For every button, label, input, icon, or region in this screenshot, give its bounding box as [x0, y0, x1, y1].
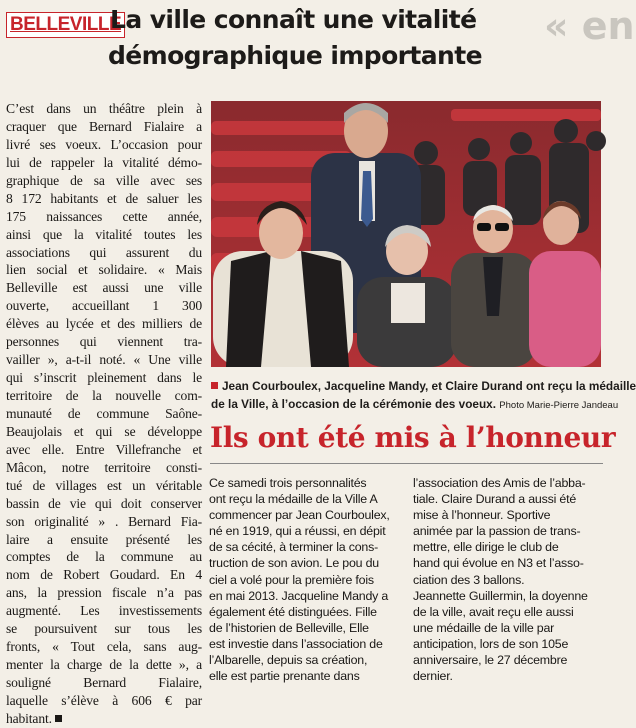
text-line: l’Albarelle, depuis sa création, — [209, 653, 368, 668]
text-line: elle est partie prenante dans — [209, 669, 360, 684]
text-line: personnes qui viennent tra- — [6, 334, 202, 350]
text-line: ouverte, accueillant 1 300 — [6, 298, 202, 314]
text-line: également été distinguées. Fille — [209, 604, 377, 619]
text-line: truction de son avion. Le pou du — [209, 556, 379, 571]
text-line: laquelle s’élève à 606 € par — [6, 692, 202, 708]
text-line: menter la charge de la dette », a — [6, 657, 202, 673]
text-line: craquer que Bernard Fialaire a — [6, 118, 202, 134]
text-line: avec elle. Entre Villefranche et — [6, 441, 202, 457]
text-line: lien social et solidaire. « Mais — [6, 262, 202, 278]
text-line: se poursuivent sur tous les — [6, 621, 202, 637]
headline-line-2: démographique importante — [108, 41, 482, 70]
text-line: associations qui assurent du — [6, 244, 202, 260]
text-line: habitant. — [6, 710, 202, 728]
text-line: C’est dans un théâtre plein à — [6, 101, 202, 116]
text-line: laire a ensuite présenté les — [6, 531, 202, 547]
ceremony-photo-illustration — [211, 101, 601, 367]
article-body-left-column — [6, 100, 202, 728]
text-line: une médaille de la ville par — [413, 620, 555, 635]
text-line: munauté de commune Saône- — [6, 405, 202, 421]
article-headline — [110, 2, 560, 74]
text-line: ciel a volé pour la première fois — [209, 572, 374, 587]
text-line: graphique de sa ville avec ses — [6, 172, 202, 188]
caption-line-2: de la Ville, à l’occasion de la cérémonie des voeux. Photo Marie-Pierre Jandeau — [211, 397, 619, 411]
text-line: augmenté. Les investissements — [6, 603, 202, 619]
end-of-article-square-icon — [55, 715, 62, 722]
text-line: 8 172 habitants et de saluer les — [6, 190, 202, 206]
text-line: nom de Robert Goudard. En 4 — [6, 567, 202, 583]
text-line: tué de villages est un véritable — [6, 477, 202, 493]
adjacent-article-bleed: « en — [544, 4, 635, 48]
text-line: livré ses voeux. L’occasion pour — [6, 136, 202, 152]
text-line: élèves au lycée et des milliers de — [6, 316, 202, 332]
text-line: Beaujolais et qui se développe — [6, 423, 202, 439]
article-body-right-column — [413, 475, 603, 684]
text-line: lui de rappeler la vitalité démo- — [6, 154, 202, 170]
text-line: ainsi que la vitalité toutes les — [6, 226, 202, 242]
text-line: vailler », a-t-il noté. « Une ville — [6, 352, 202, 368]
text-line: ans, la pression fiscale n’a pas — [6, 585, 202, 601]
text-line: de l’historien de Belleville, Elle — [209, 620, 369, 635]
text-line: en mai 2013. Jacqueline Mandy a — [209, 588, 389, 603]
text-line: l’association des Amis de l’abba- — [413, 476, 586, 490]
text-line: Ce samedi trois personnalités — [209, 476, 367, 490]
text-line: est investie dans l’association de — [209, 636, 383, 651]
ceremony-photo — [211, 101, 601, 367]
photo-credit: Photo Marie-Pierre Jandeau — [499, 400, 619, 411]
text-line: anticipation, lors de son 105e — [413, 636, 569, 651]
text-line: bassin de vie qui doit conserver — [6, 495, 202, 511]
text-line: fronts, « Tout cela, sans aug- — [6, 639, 202, 655]
secondary-headline: Ils ont été mis à l’honneur — [210, 421, 616, 454]
caption-line-1: Jean Courboulex, Jacqueline Mandy, et Claire Durand ont reçu la médaille — [211, 377, 603, 395]
headline-line-1: La ville connaît une vitalité — [110, 5, 477, 34]
article-body-middle-column — [209, 475, 397, 684]
photo-caption — [211, 377, 636, 413]
text-line: Belleville est aussi une ville — [6, 280, 202, 296]
text-line: dernier. — [413, 669, 453, 684]
divider — [210, 463, 603, 464]
text-line: comptes de la commune au — [6, 549, 202, 565]
text-line: territoire de la nouvelle com- — [6, 388, 202, 403]
text-line: né en 1919, qui a réussi, en dépit — [209, 524, 386, 539]
text-line: de la ville, avait reçu elle aussi — [413, 604, 574, 619]
text-line: son originalité » . Bernard Fia- — [6, 513, 202, 529]
text-line: commencer par Jean Courboulex, — [209, 508, 390, 523]
text-line: anniversaire, le 27 décembre — [413, 653, 568, 668]
text-line: ont reçu la médaille de la Ville A — [209, 492, 378, 507]
text-line: 175 naissances cette année, — [6, 208, 202, 224]
text-line: de sa cécité, à terminer la cons- — [209, 540, 379, 555]
caption-bullet-square-icon — [211, 382, 218, 389]
text-line: souligné Bernard Fialaire, — [6, 675, 202, 690]
text-line: Jeannette Guillermin, la doyenne — [413, 588, 588, 603]
text-line: hand qui évolue en N3 et l’asso- — [413, 556, 584, 571]
text-line: tiale. Claire Durand a aussi été — [413, 492, 577, 507]
text-line: Mâcon, notre territoire consti- — [6, 459, 202, 475]
section-kicker: BELLEVILLE — [6, 12, 125, 38]
text-line: animée par la passion de trans- — [413, 524, 581, 539]
text-line: mise à l’honneur. Sportive — [413, 508, 551, 523]
text-line: qui s’inscrit pleinement dans le — [6, 370, 202, 386]
text-line: mettre, elle dirige le club de — [413, 540, 559, 555]
text-line: ciation des 3 ballons. — [413, 572, 525, 587]
